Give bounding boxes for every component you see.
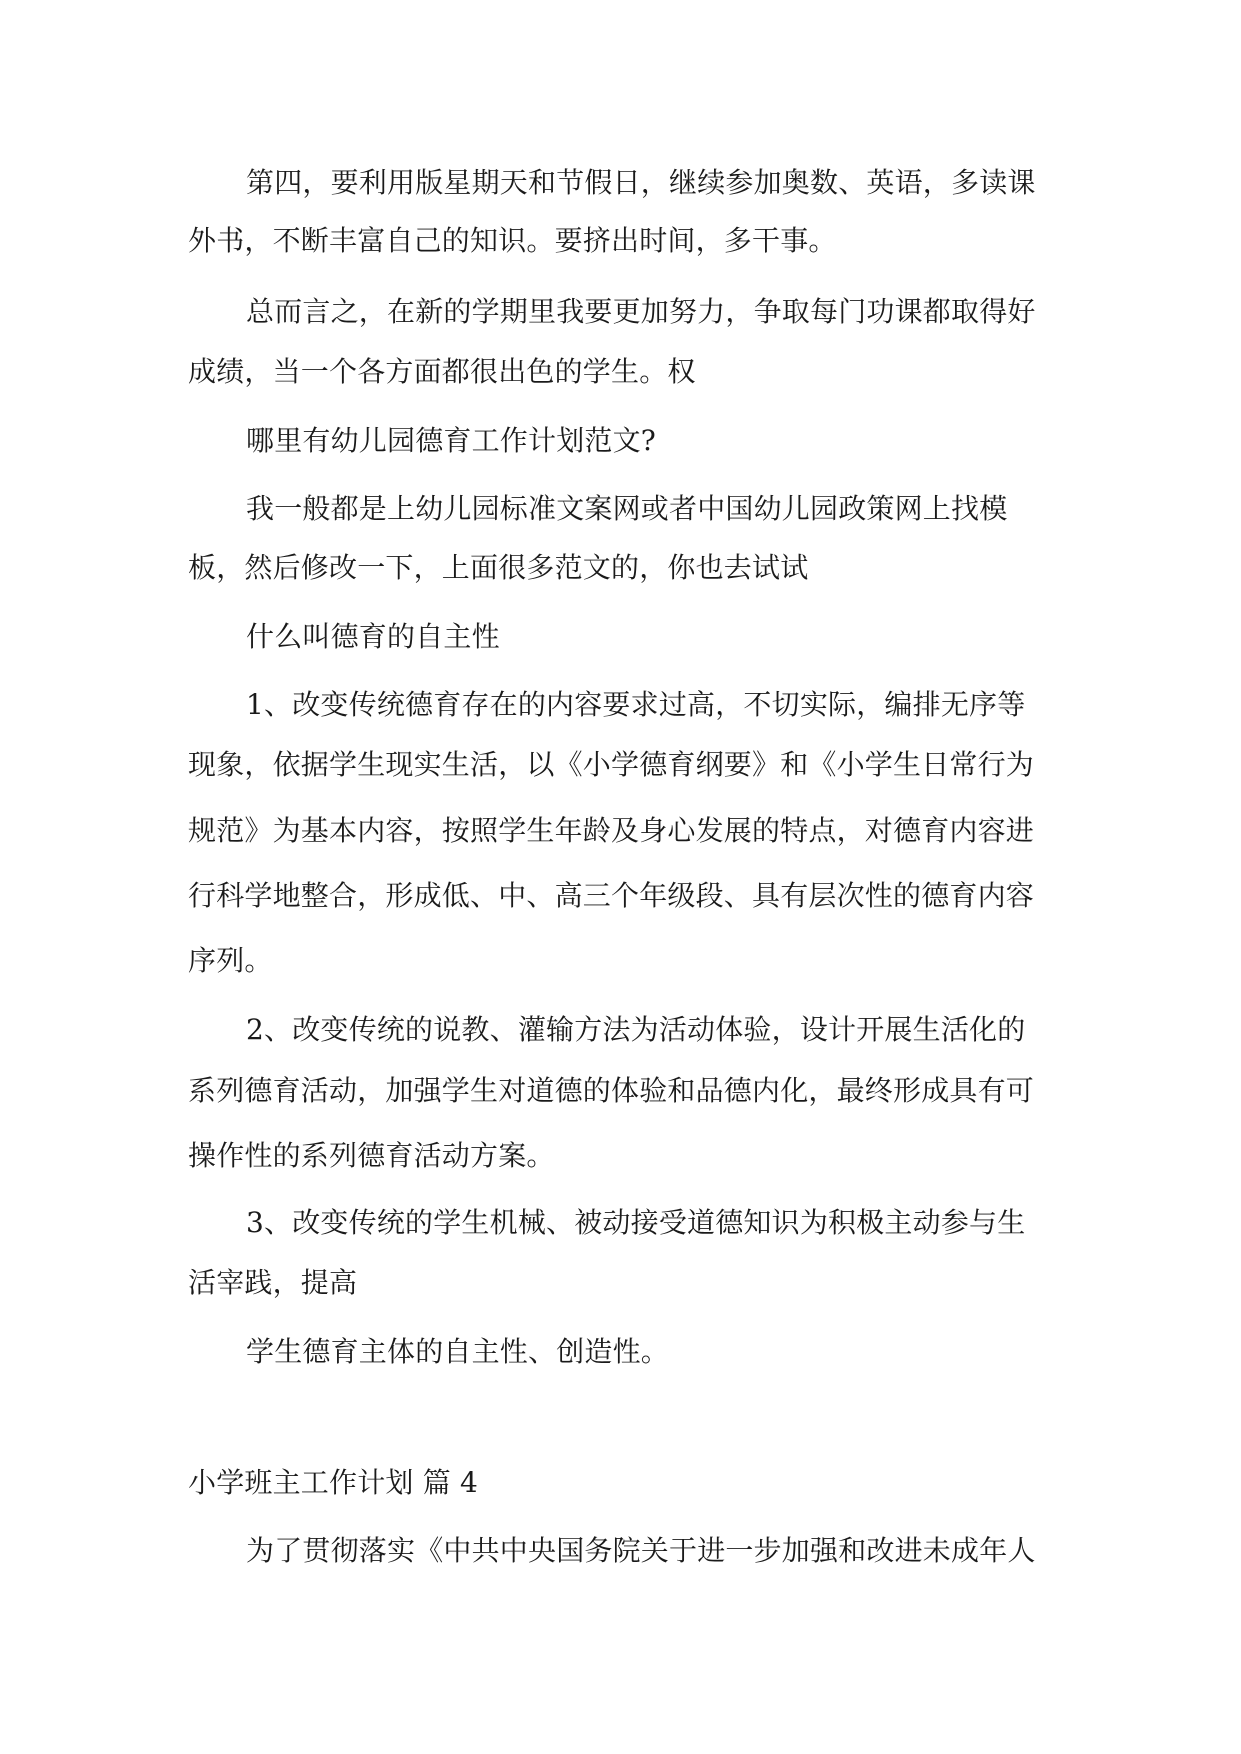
paragraph-line: 什么叫德育的自主性 (246, 620, 500, 653)
paragraph-line: 活宰践，提高 (188, 1266, 358, 1299)
paragraph-line: 系列德育活动，加强学生对道德的体验和品德内化，最终形成具有可 (188, 1074, 1035, 1107)
paragraph-line: 我一般都是上幼儿园标准文案网或者中国幼儿园政策网上找模 (246, 492, 1008, 525)
paragraph-line: 为了贯彻落实《中共中央国务院关于进一步加强和改进未成年人 (246, 1534, 1036, 1567)
paragraph-line: 现象，依据学生现实生活，以《小学德育纲要》和《小学生日常行为 (188, 748, 1035, 781)
paragraph-line: 3、改变传统的学生机械、被动接受道德知识为积极主动参与生 (246, 1206, 1026, 1239)
paragraph-line: 序列。 (188, 944, 273, 977)
paragraph-line: 规范》为基本内容，按照学生年龄及身心发展的特点，对德育内容进 (188, 814, 1035, 847)
paragraph-line: 板，然后修改一下，上面很多范文的，你也去试试 (188, 551, 809, 584)
paragraph-line: 总而言之，在新的学期里我要更加努力，争取每门功课都取得好 (246, 295, 1036, 328)
paragraph-line: 1、改变传统德育存在的内容要求过高，不切实际，编排无序等 (246, 688, 1026, 721)
paragraph-line: 外书，不断丰富自己的知识。要挤出时间，多干事。 (188, 224, 837, 257)
paragraph-line: 第四，要利用版星期天和节假日，继续参加奥数、英语，多读课 (246, 166, 1036, 199)
paragraph-line: 哪里有幼儿园德育工作计划范文? (246, 424, 657, 457)
paragraph-line: 成绩，当一个各方面都很出色的学生。权 (188, 355, 696, 388)
paragraph-line: 操作性的系列德育活动方案。 (188, 1139, 555, 1172)
section-heading: 小学班主工作计划 篇 4 (188, 1466, 479, 1499)
paragraph-line: 学生德育主体的自主性、创造性。 (246, 1335, 670, 1368)
paragraph-line: 2、改变传统的说教、灌输方法为活动体验，设计开展生活化的 (246, 1013, 1026, 1046)
paragraph-line: 行科学地整合，形成低、中、高三个年级段、具有层次性的德育内容 (188, 879, 1035, 912)
